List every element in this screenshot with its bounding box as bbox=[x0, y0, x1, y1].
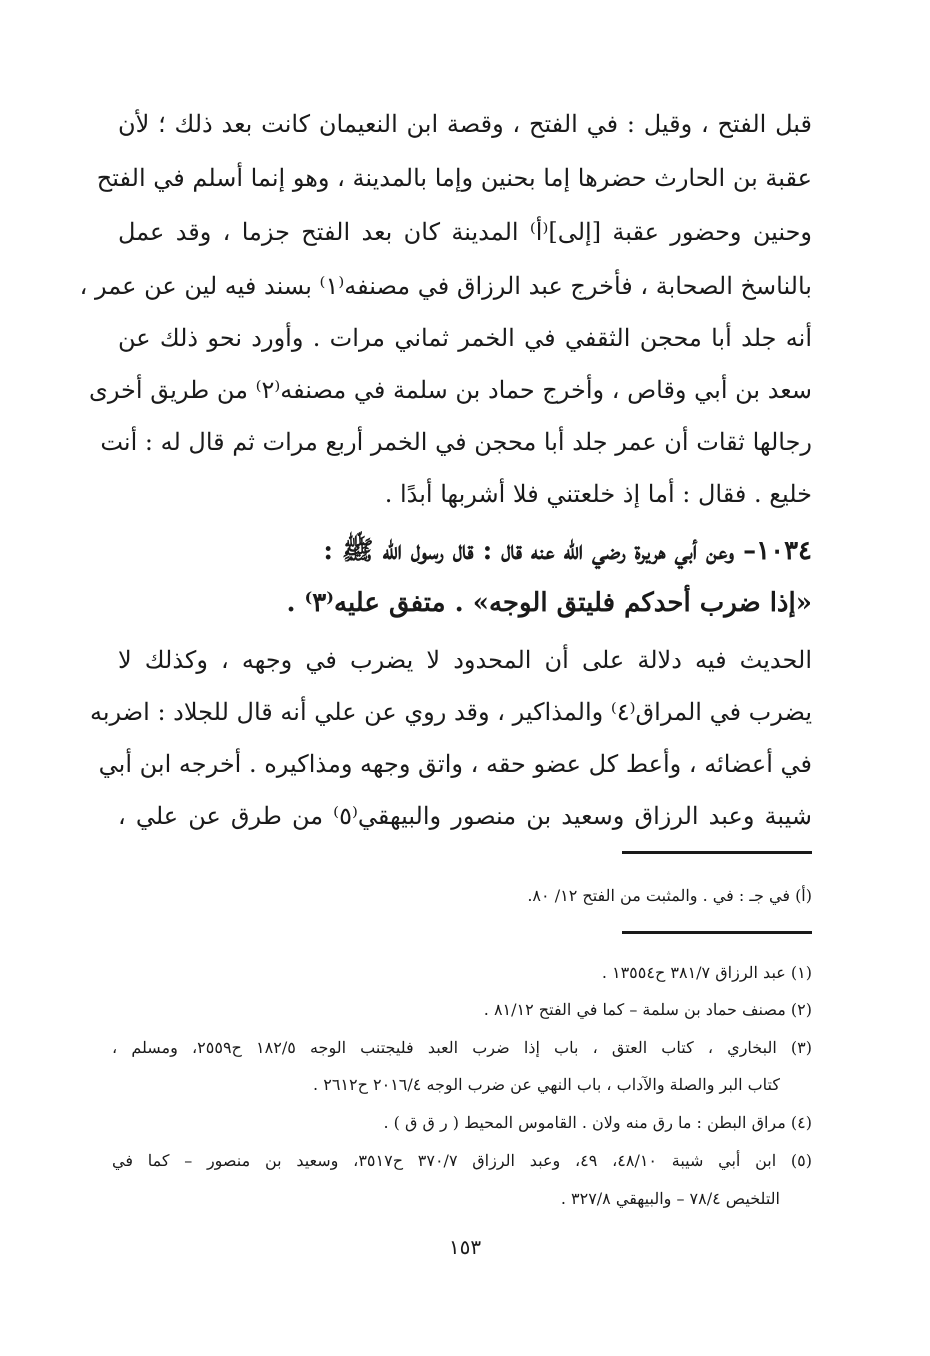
body-text-line: شيبة وعبد الرزاق وسعيد بن منصور والبيهقي⁽٥⁾ من طرق عن علي ، bbox=[118, 802, 812, 830]
footnote: (٥) ابن أبي شيبة ٤٨/١٠، ٤٩، وعبد الرزاق ٣٧٠/٧ ح٣٥١٧، وسعيد بن منصور – كما في bbox=[112, 1151, 813, 1170]
body-text-line: خليع . فقال : أما إذ خلعتني فلا أشربها أبدًا . bbox=[384, 480, 812, 508]
body-text-line: عقبة بن الحارث حضرها إما بحنين وإما بالمدينة ، وهو إنما أسلم في الفتح bbox=[96, 164, 812, 192]
body-text-line: أنه جلد أبا محجن الثقفي في الخمر ثماني مرات . وأورد نحو ذلك عن bbox=[118, 324, 812, 352]
body-text-line: في أعضائه ، وأعط كل عضو حقه ، واتق وجهه ومذاكيره . أخرجه ابن أبي bbox=[98, 750, 812, 778]
footnote: (١) عبد الرزاق ٣٨١/٧ ح١٣٥٥٤ . bbox=[601, 963, 812, 982]
footnote: (٢) مصنف حماد بن سلمة – كما في الفتح ٨١/١٢ . bbox=[483, 1000, 812, 1019]
body-text-line: سعد بن أبي وقاص ، وأخرج حماد بن سلمة في مصنفه⁽٢⁾ من طريق أخرى bbox=[89, 376, 812, 404]
body-text-line: بالناسخ الصحابة ، فأخرج عبد الرزاق في مصنفه⁽١⁾ بسند فيه لين عن عمر ، bbox=[79, 272, 812, 300]
variant-note: (أ) في جـ : في . والمثبت من الفتح ١٢/ ٨٠. bbox=[527, 886, 812, 905]
body-text-line: رجالها ثقات أن عمر جلد أبا محجن في الخمر أربع مرات ثم قال له : أنت bbox=[100, 428, 812, 456]
body-text-line: قبل الفتح ، وقيل : في الفتح ، وقصة ابن النعيمان كانت بعد ذلك ؛ لأن bbox=[118, 110, 812, 138]
page-number: ١٥٣ bbox=[448, 1235, 482, 1259]
footnote: (٣) البخاري ، كتاب العتق ، باب إذا ضرب العبد فليجتنب الوجه ١٨٢/٥ ح٢٥٥٩، ومسلم ، bbox=[112, 1038, 813, 1057]
footnote: (٤) مراق البطن : ما رق منه ولان . القاموس المحيط ( ر ق ق ) . bbox=[383, 1113, 812, 1132]
footnote-continuation: كتاب البر والصلة والآداب ، باب النهي عن ضرب الوجه ٢٠١٦/٤ ح٢٦١٢ . bbox=[313, 1075, 780, 1094]
body-text-line: وحنين وحضور عقبة [إلى]⁽أ⁾ المدينة كان بعد الفتح جزما ، وقد عمل bbox=[118, 218, 812, 246]
body-text-line: الحديث فيه دلالة على أن المحدود لا يضرب في وجهه ، وكذلك لا bbox=[118, 646, 812, 674]
hadith-heading: ١٠٣٤– وعن أبي هريرة رضي الله عنه قال : قال رسول الله ﷺ : bbox=[323, 536, 812, 566]
footnote-continuation: التلخيص ٧٨/٤ – والبيهقي ٣٢٧/٨ . bbox=[560, 1189, 780, 1208]
body-text-line: يضرب في المراق⁽٤⁾ والمذاكير ، وقد روي عن علي أنه قال للجلاد : اضربه bbox=[89, 698, 812, 726]
hadith-text: «إذا ضرب أحدكم فليتق الوجه» . متفق عليه⁽٣⁾ . bbox=[286, 588, 812, 618]
footnote-separator bbox=[622, 851, 812, 854]
footnote-separator bbox=[622, 931, 812, 934]
